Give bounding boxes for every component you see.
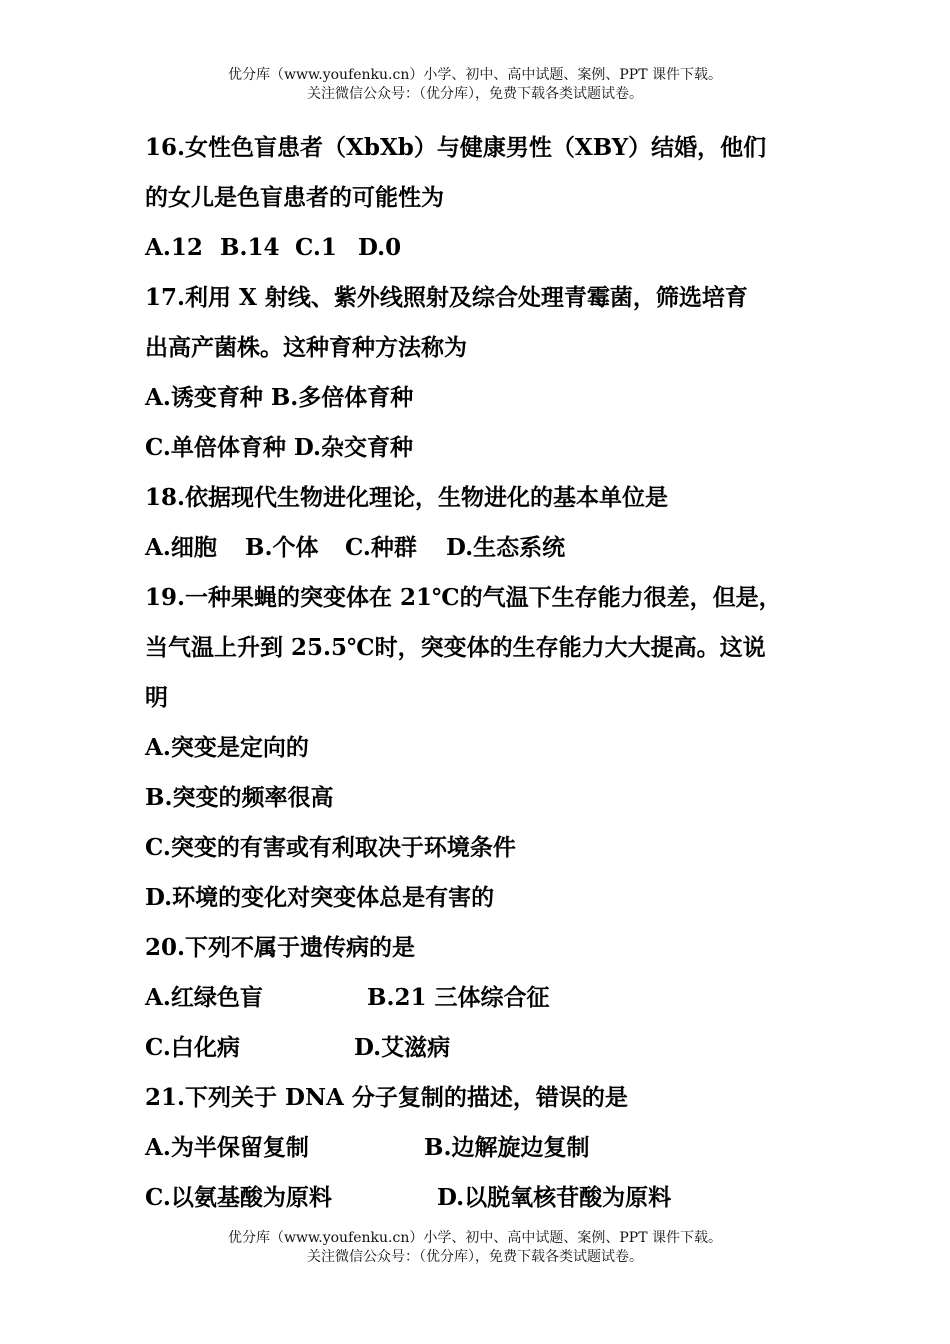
q17-stem-line-2: 出高产菌株。这种育种方法称为 [145, 334, 467, 361]
q19-option-a: A.突变是定向的 [145, 734, 309, 761]
q17-stem-line-1: 17.利用 X 射线、紫外线照射及综合处理青霉菌，筛选培育 [145, 284, 748, 311]
q21-option-d: D.以脱氧核苷酸为原料 [437, 1184, 672, 1211]
q18-option-b: B.个体 [245, 534, 319, 561]
q19-stem-line-1: 19.一种果蝇的突变体在 21℃的气温下生存能力很差，但是， [145, 584, 782, 611]
q16-option-d: D.0 [358, 234, 402, 261]
q18-options [145, 523, 835, 573]
header-line-1: 优分库（www.youfenku.cn）小学、初中、高中试题、案例、PPT 课件下载。 [227, 67, 722, 83]
q19-stem-line-2: 当气温上升到 25.5℃时，突变体的生存能力大大提高。这说 [145, 634, 766, 661]
q19-option-c: C.突变的有害或有利取决于环境条件 [145, 834, 516, 861]
q21-option-b: B.边解旋边复制 [424, 1134, 590, 1161]
q16-option-c: C.1 [295, 234, 337, 261]
q21-stem-line-1: 21.下列关于 DNA 分子复制的描述，错误的是 [145, 1084, 628, 1111]
footer-line-1: 优分库（www.youfenku.cn）小学、初中、高中试题、案例、PPT 课件下载。 [227, 1230, 722, 1246]
q16-stem-line-1: 16.女性色盲患者（XbXb）与健康男性（XBY）结婚，他们 [145, 134, 767, 161]
q20-option-c: C.白化病 [145, 1034, 240, 1061]
q16-options [145, 223, 835, 273]
q20-options-ab [145, 973, 835, 1023]
footer-line-2: 关注微信公众号：（优分库），免费下载各类试题试卷。 [307, 1249, 643, 1265]
q18-option-a: A.细胞 [145, 534, 217, 561]
q19-stem-line-3: 明 [145, 684, 168, 711]
q20-options-cd [145, 1023, 835, 1073]
page-header [0, 66, 950, 104]
q20-stem-line-1: 20.下列不属于遗传病的是 [145, 934, 416, 961]
header-line-2: 关注微信公众号：（优分库），免费下载各类试题试卷。 [307, 86, 643, 102]
q18-option-c: C.种群 [345, 534, 417, 561]
q18-option-d: D.生态系统 [446, 534, 566, 561]
document-body [145, 123, 835, 1223]
q16-option-b: B.14 [220, 234, 280, 261]
q21-option-a: A.为半保留复制 [145, 1134, 309, 1161]
q19-option-d: D.环境的变化对突变体总是有害的 [145, 884, 495, 911]
q19-option-b: B.突变的频率很高 [145, 784, 334, 811]
q21-options-cd [145, 1173, 835, 1223]
page-footer [0, 1229, 950, 1267]
q16-option-a: A.12 [145, 234, 203, 261]
q20-option-b: B.21 三体综合征 [367, 984, 550, 1011]
q17-options-ab: A.诱变育种 B.多倍体育种 [145, 384, 414, 411]
q21-options-ab [145, 1123, 835, 1173]
q18-stem-line-1: 18.依据现代生物进化理论，生物进化的基本单位是 [145, 484, 669, 511]
q20-option-a: A.红绿色盲 [145, 984, 263, 1011]
q21-option-c: C.以氨基酸为原料 [145, 1184, 332, 1211]
q16-stem-line-2: 的女儿是色盲患者的可能性为 [145, 184, 444, 211]
q17-options-cd: C.单倍体育种 D.杂交育种 [145, 434, 414, 461]
q20-option-d: D.艾滋病 [354, 1034, 451, 1061]
